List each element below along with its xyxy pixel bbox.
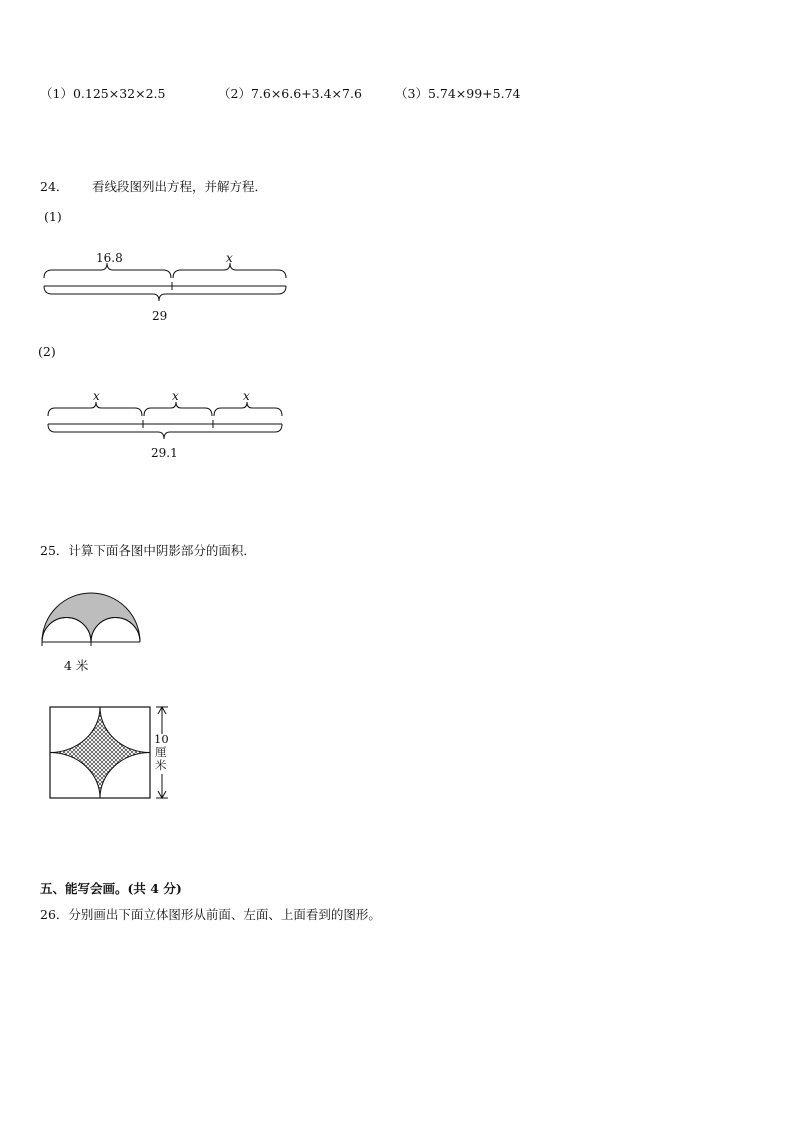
part-2-label: (2) — [38, 344, 56, 359]
label-4-meters: 4 米 — [64, 658, 89, 673]
expression-2: （2）7.6×6.6+3.4×7.6 — [218, 86, 362, 101]
label-10: 10 — [154, 732, 169, 746]
label-29: 29 — [152, 309, 168, 323]
expression-1: （1）0.125×32×2.5 — [40, 86, 166, 101]
top-brace-1 — [48, 402, 142, 416]
top-brace-2 — [173, 263, 286, 278]
label-x-2: x — [172, 389, 179, 403]
question-26-text: 26．分别画出下面立体图形从前面、左面、上面看到的图形。 — [40, 907, 381, 922]
label-x: x — [226, 251, 233, 265]
bottom-brace — [44, 286, 286, 301]
label-29-1: 29.1 — [151, 446, 178, 460]
top-brace-2 — [144, 402, 212, 416]
section-5-title: 五、能写会画。(共 4 分) — [40, 881, 182, 896]
semicircle-figure — [38, 578, 144, 648]
label-li: 厘 — [155, 745, 167, 759]
shaded-region — [42, 593, 140, 642]
label-16-8: 16.8 — [96, 251, 123, 265]
expression-3: （3）5.74×99+5.74 — [395, 86, 521, 101]
part-1-label: (1) — [44, 209, 62, 224]
top-brace-3 — [214, 402, 282, 416]
question-24-number: 24． — [40, 179, 69, 194]
question-24-text: 看线段图列出方程，并解方程． — [92, 179, 268, 194]
bottom-brace — [48, 424, 282, 439]
square-quarter-circles-figure — [48, 704, 172, 800]
label-x-1: x — [93, 389, 100, 403]
label-mi: 米 — [155, 758, 167, 772]
question-25-title: 25．计算下面各图中阴影部分的面积． — [40, 543, 256, 558]
label-x-3: x — [243, 389, 250, 403]
top-brace-1 — [44, 263, 171, 278]
